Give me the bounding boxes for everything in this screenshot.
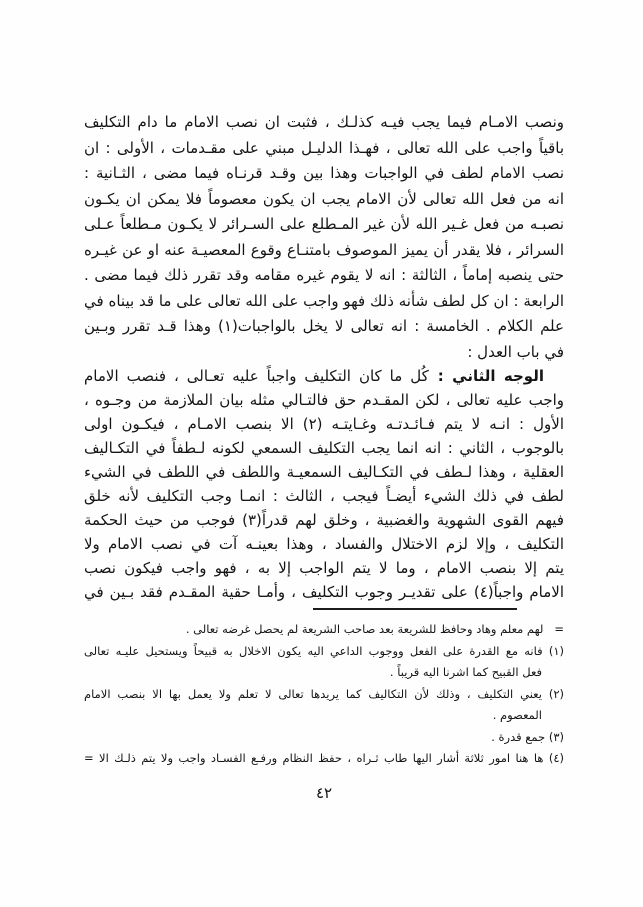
body-paragraph-1 [84,110,564,365]
footnote-line: (١) فانه مع القدرة على الفعل ووجوب الداعي اليه يكون الاخلال به قبيحاً ويستحيل عليـه تعالى [84,643,564,658]
body-line-text: كُل ما كان التكليف واجباً عليه تعـالى ، فنصب الامام [84,367,429,385]
footnote-separator [313,608,517,610]
footnote-line: المعصوم . [492,708,542,722]
body-line: انه من فعل الله تعالى لأن الامام يجب ان يكون معصوماً فلا يمكن ان يكـون [84,189,564,208]
body-line: العقلية ، وهذا لـطف في التكـاليف السمعيـة واللطف في اللطف في الشيء [84,463,564,481]
body-line: حتى ينصبه إماماً ، الثالثة : انه لا يقوم غيره مقامه وقد تقرر ذلك فيما مضى . [84,266,564,284]
body-line: فيهم القوى الشهوية والغضبية ، وخلق لهم قدراً(٣) فوجب من حيث الحكمة [84,511,564,529]
body-line: الرابعة : ان كل لطف شأنه ذلك فهو واجب على الله تعالى على ما قد بيناه في [84,291,564,310]
body-line: الامام واجباً(٤) على تقديـر وجوب التكليف ، وأمـا حقية المقـدم فقد بـين في [84,583,564,601]
footnote-line: فعل القبيح كما اشرنا اليه قريباً . [389,665,542,679]
body-paragraph-2 [84,364,564,604]
body-line: واجب عليه تعالى ، لكن المقـدم حق فالتـالي مثله بيان الملازمة من وجـوه ، [84,391,564,409]
body-line [84,364,564,388]
body-line: علم الكلام . الخامسة : انه تعالى لا يخل بالواجبات(١) وهذا قـد تقرر وبـين [84,317,564,335]
footnote-line: (٣) جمع قدرة . [491,729,564,744]
text-block [84,0,564,907]
footnote-line: (٢) يعني التكليف ، وذلك لأن التكاليف كما يريدها تعالى لا تعلم ولا يعمل بها الا بنصب الامام [84,686,564,701]
body-line: ونصب الامـام فيما يجب فيـه كذلـك ، فثبت ان نصب الامام ما دام التكليف [84,113,564,131]
body-line: باقياً واجب على الله تعالى ، فهـذا الدليـل مبني على مقـدمات ، الأولى : ان [84,138,564,157]
body-line: الأول : انـه لا يتم فـائـدتـه وغـايتـه (٢) الا بنصب الامـام ، فيكـون اولى [84,415,564,433]
body-line: بالوجوب ، الثاني : انه انما يجب التكليف السمعي لكونه لـطفاً في التكـاليف [84,439,564,457]
footnotes [84,619,564,770]
page-number: ٤٢ [315,784,333,802]
body-line: نصب الامام لطف في الواجبات وهذا بين وقـد قرنـاه فيما مضى ، الثـانية : [84,164,564,182]
body-line: في باب العدل : [467,342,564,361]
body-line: التكليف ، وإلا لزم الاختلال والفساد ، وهذا بعينـه آت في نصب الامام ولا [84,535,564,553]
body-line: السرائر ، فلا يقدر أن يميز الموصوف بامتنـاع وقوع المعصيـة عنه او عن غيـره [84,240,564,259]
body-line: يتم إلا بنصب الامام ، وما لا يتم الواجب إلا به ، فهو واجب فيكون نصب [84,559,564,577]
section-heading: الوجه الثاني : [437,367,544,385]
footnote-line: (٤) ها هنا امور ثلاثة أشار اليها طاب ثـراه ، حفظ النظام ورفـع الفسـاد واجب ولا يتم ذلـك الا = [84,751,564,765]
body-line: نصبـه من فعل غـير الله لأن غير المـطلع على السـرائر لا يكـون مـطلعاً عـلى [84,215,564,233]
footnote-line: = لهم معلم وهاد وحافظ للشريعة بعد صاحب الشريعة لم يحصل غرضه تعالى . [185,622,564,636]
body-line: لطف في ذلك الشيء أيضـاً فيجب ، الثالث : انمـا وجب التكليف لأنه خلق [84,487,564,505]
